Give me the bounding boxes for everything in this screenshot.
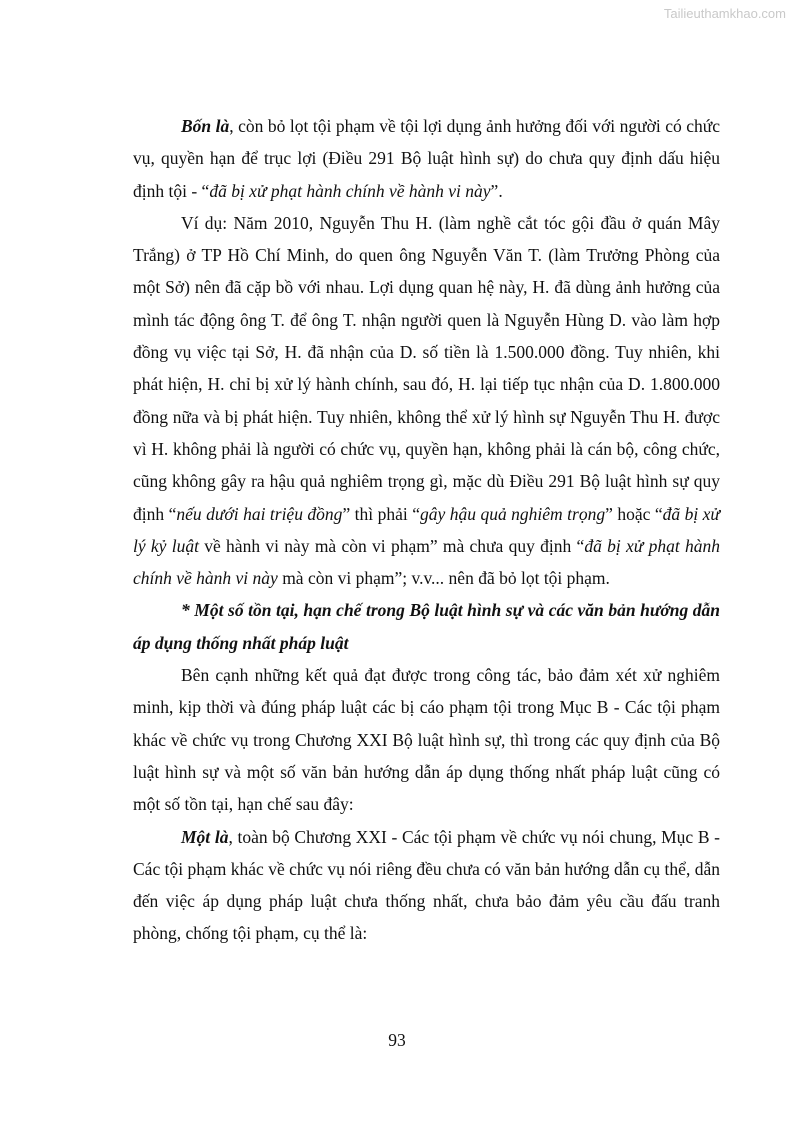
text-run: ”. bbox=[490, 180, 503, 201]
paragraph-ben-canh bbox=[133, 659, 720, 820]
text-run: ” thì phải “ bbox=[342, 503, 420, 524]
text-run: gây hậu quả nghiêm trọng bbox=[420, 503, 606, 524]
paragraph-mot-la bbox=[133, 821, 720, 950]
watermark: Tailieuthamkhao.com bbox=[663, 6, 786, 21]
page-number: 93 bbox=[388, 1030, 406, 1050]
text-run: nếu dưới hai triệu đồng bbox=[176, 503, 343, 524]
text-run: đã bị xử phạt hành chính về hành vi này bbox=[209, 180, 491, 201]
text-run: , toàn bộ Chương XXI - Các tội phạm về chức vụ nói chung, Mục B - Các tội phạm khác về chức vụ nói riêng đều chưa có văn bản hướng dẫn cụ thể, dẫn đến việc áp dụng pháp luật chưa thống nhất, chưa bảo đảm yêu cầu đấu tranh phòng, chống tội phạm, cụ thể là: bbox=[133, 826, 720, 944]
text-run: * Một số tồn tại, hạn chế trong Bộ luật hình sự và các văn bản hướng dẫn áp dụng thống nhất pháp luật bbox=[133, 600, 720, 653]
text-run: Một là bbox=[181, 826, 229, 847]
text-run: Bên cạnh những kết quả đạt được trong công tác, bảo đảm xét xử nghiêm minh, kịp thời và đúng pháp luật các bị cáo phạm tội trong Mục B - Các tội phạm khác về chức vụ trong Chương XXI Bộ luật hình sự, thì trong các quy định của Bộ luật hình sự và một số văn bản hướng dẫn áp dụng thống nhất pháp luật cũng có một số tồn tại, hạn chế sau đây: bbox=[133, 665, 720, 815]
paragraph-vi-du bbox=[133, 207, 720, 595]
paragraph-bon-la bbox=[133, 110, 720, 207]
text-run: Bốn là bbox=[181, 116, 230, 136]
text-run: Ví dụ: Năm 2010, Nguyễn Thu H. (làm nghề cắt tóc gội đầu ở quán Mây Trắng) ở TP Hồ Chí Minh, do quen ông Nguyễn Văn T. (làm Trưởng Phòng của một Sở) nên đã cặp bồ với nhau. Lợi dụng quan hệ này, H. đã dùng ảnh hưởng của mình tác động ông T. để ông T. nhận người quen là Nguyễn Hùng D. vào làm hợp đồng vụ việc tại Sở, H. đã nhận của D. số tiền là 1.500.000 đồng. Tuy nhiên, khi phát hiện, H. chỉ bị xử lý hành chính, sau đó, H. lại tiếp tục nhận của D. 1.800.000 đồng nữa và bị phát hiện. Tuy nhiên, không thể xử lý hình sự Nguyễn Thu H. được vì H. không phải là người có chức vụ, quyền hạn, không phải là cán bộ, công chức, cũng không gây ra hậu quả nghiêm trọng gì, mặc dù Điều 291 Bộ luật hình sự quy định “ bbox=[133, 212, 720, 524]
text-run: ” hoặc “ bbox=[605, 503, 663, 524]
section-heading bbox=[133, 594, 720, 659]
text-run: mà còn vi phạm”; v.v... nên đã bỏ lọt tội phạm. bbox=[277, 568, 610, 589]
document-body bbox=[133, 110, 720, 950]
text-run: đã bị xử lý kỷ luật bbox=[133, 503, 720, 556]
text-run: , còn bỏ lọt tội phạm về tội lợi dụng ảnh hưởng đối với người có chức vụ, quyền hạn để trục lợi (Điều 291 Bộ luật hình sự) do chưa quy định dấu hiệu định tội - “ bbox=[133, 116, 720, 201]
text-run: đã bị xử phạt hành chính về hành vi này bbox=[133, 535, 720, 589]
text-run: về hành vi này mà còn vi phạm” mà chưa quy định “ bbox=[198, 535, 585, 556]
